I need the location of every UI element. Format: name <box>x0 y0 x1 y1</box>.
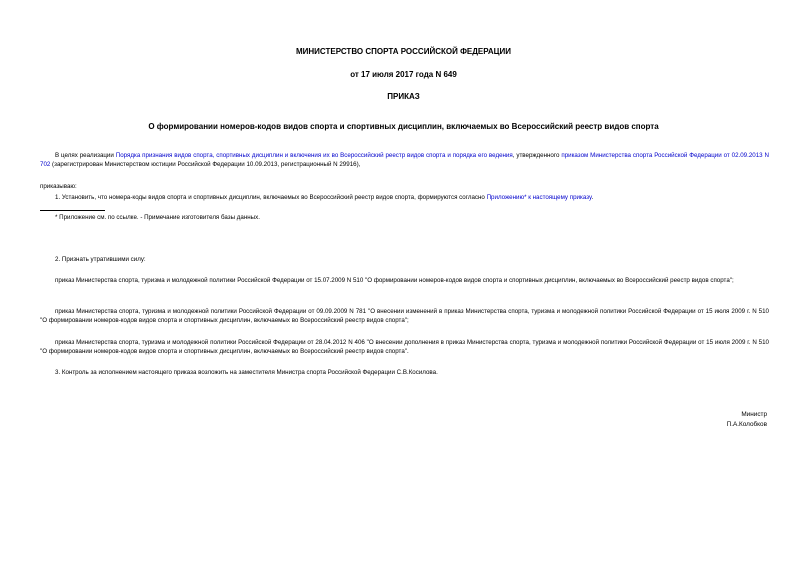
doc-type-heading: ПРИКАЗ <box>387 92 420 101</box>
intro-end: (зарегистрирован Министерством юстиции Российской Федерации 10.09.2013, регистрационный N 29916), <box>50 161 361 168</box>
item-2-a: приказ Министерства спорта, туризма и молодежной политики Российской Федерации от 15.07.2009 N 510 "О формировании номеров-кодов видов спорта и спортивных дисциплин, включаемых во Всероссийский реестр видов спорта"; <box>55 277 734 284</box>
intro-start: В целях реализации <box>55 152 116 159</box>
order-date: от 17 июля 2017 года N 649 <box>350 70 457 79</box>
procedure-link[interactable]: Порядка признания видов спорта, спортивных дисциплин и включения их во Всероссийский реестр видов спорта и порядка его ведения <box>115 152 513 159</box>
order-title: О формировании номеров-кодов видов спорта и спортивных дисциплин, включаемых во Всероссийский реестр видов спорта <box>148 122 659 131</box>
item-1-end: . <box>591 194 594 201</box>
signatory-name: П.А.Колобков <box>726 421 767 428</box>
intro-mid: , утвержденного <box>512 152 562 159</box>
ministry-heading: МИНИСТЕРСТВО СПОРТА РОССИЙСКОЙ ФЕДЕРАЦИИ <box>295 47 512 56</box>
signatory-position: Министр <box>741 411 767 418</box>
item-3: 3. Контроль за исполнением настоящего приказа возложить на заместителя Министра спорта Российской Федерации С.В.Косилова. <box>55 369 438 376</box>
orders-word: приказываю: <box>40 183 77 190</box>
item-1-text: 1. Установить, что номера-коды видов спорта и спортивных дисциплин, включаемых во Всероссийский реестр видов спорта, формируются согласно <box>55 194 487 201</box>
footnote: * Приложение см. по ссылке. - Примечание изготовителя базы данных. <box>55 214 260 221</box>
item-2-b: приказ Министерства спорта, туризма и молодежной политики Российской Федерации от 09.09.2009 N 781 "О внесении изменений в приказ Министерства спорта, туризма и молодежной политики Российской Федерации от 15 июля 2009 г. N 510 "О формировании номеров-кодов видов спорта и спортивных дисциплин, включаемых во Всероссийский реестр видов спорта"; <box>40 308 769 324</box>
footnote-divider <box>40 210 105 211</box>
order-702-link[interactable]: приказом Министерства спорта Российской Федерации от 02.09.2013 N 702 <box>40 152 769 168</box>
appendix-link[interactable]: Приложению* к настоящему приказу <box>486 194 592 201</box>
item-2-heading: 2. Признать утратившими силу: <box>55 256 146 263</box>
item-1 <box>55 193 769 202</box>
intro-paragraph <box>40 151 769 169</box>
item-2-c: приказ Министерства спорта, туризма и молодежной политики Российской Федерации от 28.04.2012 N 406 "О внесении дополнения в приказ Министерства спорта, туризма и молодежной политики Российской Федерации от 15 июля 2009 г. N 510 "О формировании номеров-кодов видов спорта и спортивных дисциплин, включаемых во Всероссийский реестр видов спорта". <box>40 339 769 355</box>
